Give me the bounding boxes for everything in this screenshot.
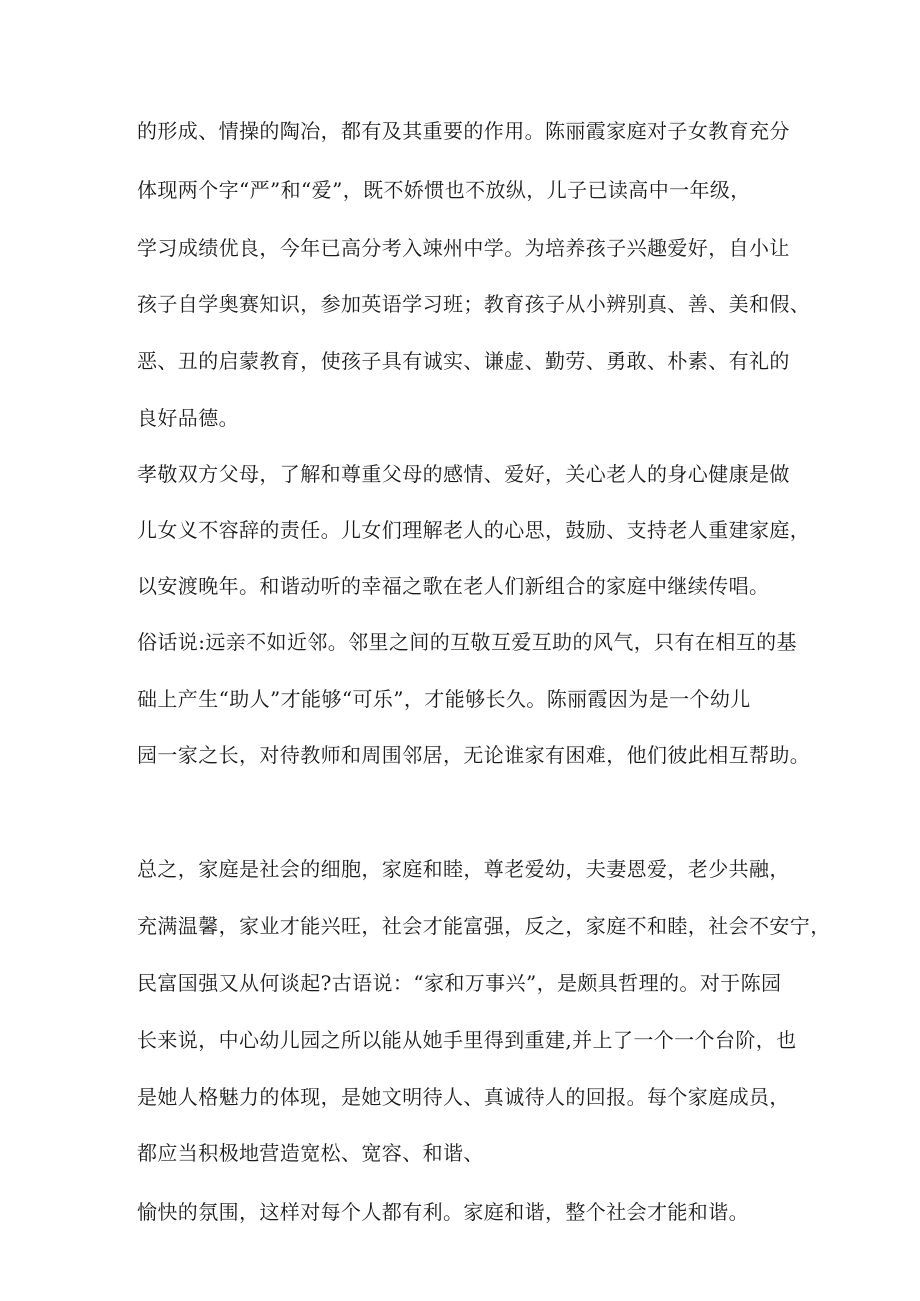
- text-line: 良好品德。: [137, 406, 239, 430]
- text-line: 以安渡晚年。和谐动听的幸福之歌在老人们新组合的家庭中继续传唱。: [137, 574, 770, 598]
- text-line: 俗话说:远亲不如近邻。邻里之间的互敬互爱互助的风气，只有在相互的基: [137, 630, 797, 654]
- text-line: 都应当积极地营造宽松、宽容、和谐、: [137, 1141, 484, 1165]
- text-line: 民富国强又从何谈起?古语说：“家和万事兴”，是颇具哲理的。对于陈园: [137, 971, 782, 995]
- text-line: 是她人格魅力的体现，是她文明待人、真诚待人的回报。每个家庭成员，: [137, 1085, 790, 1109]
- text-line: 总之，家庭是社会的细胞，家庭和睦，尊老爱幼，夫妻恩爱，老少共融，: [137, 857, 790, 881]
- text-line: 学习成绩优良，今年已高分考入竦州中学。为培养孩子兴趣爱好，自小让: [137, 236, 790, 260]
- text-line: 础上产生“助人”才能够“可乐”，才能够长久。陈丽霞因为是一个幼儿: [137, 687, 751, 711]
- text-line: 园一家之长，对待教师和周围邻居，无论谁家有困难，他们彼此相互帮助。: [137, 743, 811, 767]
- text-line: 愉快的氛围，这样对每个人都有利。家庭和谐，整个社会才能和谐。: [137, 1200, 749, 1224]
- text-line: 孝敬双方父母，了解和尊重父母的感情、爱好，关心老人的身心健康是做: [137, 462, 790, 486]
- text-line: 恶、丑的启蒙教育，使孩子具有诚实、谦虚、勤劳、勇敢、朴素、有礼的: [137, 349, 790, 373]
- text-line: 体现两个字“严”和“爱”，既不娇惯也不放纵，儿子已读高中一年级，: [137, 178, 751, 202]
- text-line: 儿女义不容辞的责任。儿女们理解老人的心思，鼓励、支持老人重建家庭，: [137, 518, 811, 542]
- text-line: 长来说，中心幼儿园之所以能从她手里得到重建,并上了一个一个台阶，也: [137, 1028, 797, 1052]
- text-line: 充满温馨，家业才能兴旺，社会才能富强，反之，家庭不和睦，社会不安宁，: [137, 914, 831, 938]
- text-line: 的形成、情操的陶冶，都有及其重要的作用。陈丽霞家庭对子女教育充分: [137, 119, 790, 143]
- text-line: 孩子自学奥赛知识，参加英语学习班；教育孩子从小辨别真、善、美和假、: [137, 292, 811, 316]
